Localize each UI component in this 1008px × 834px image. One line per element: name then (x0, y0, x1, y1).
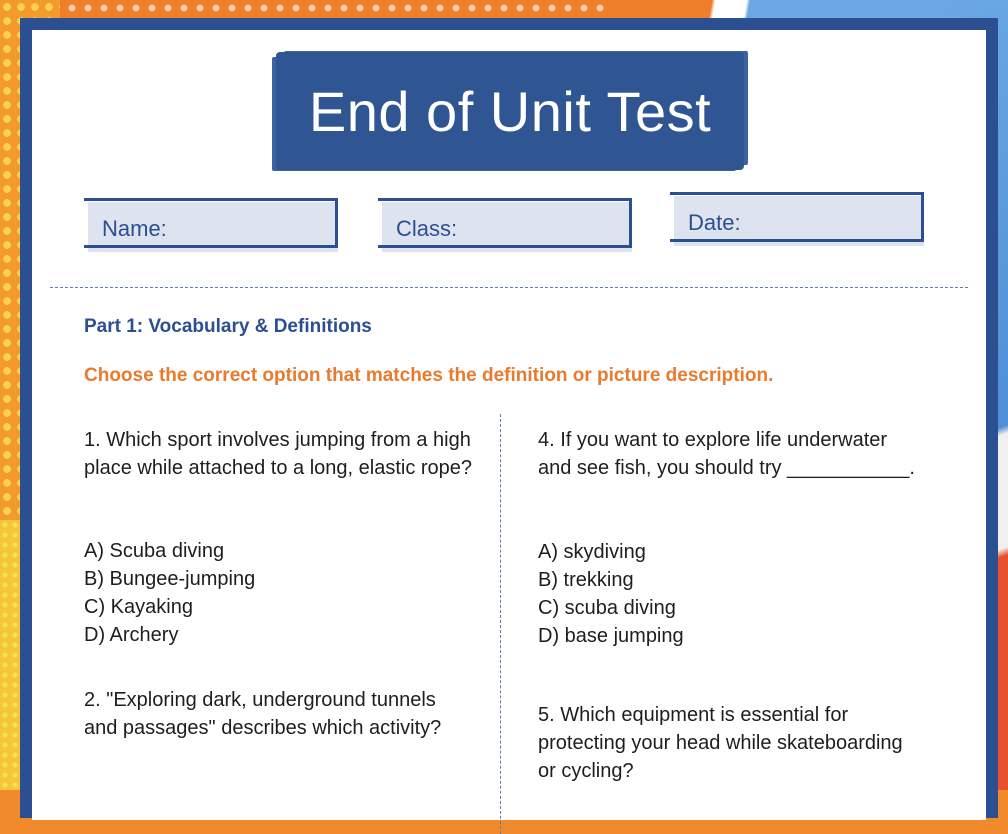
worksheet-paper (32, 30, 986, 820)
question-1: 1. Which sport involves jumping from a high place while attached to a long, elastic rope? (84, 429, 473, 479)
option-4b[interactable]: B) trekking (538, 569, 634, 591)
question-1-options (84, 537, 484, 649)
question-4: 4. If you want to explore life underwater and see fish, you should try ___________. (538, 429, 915, 479)
page-title: End of Unit Test (308, 79, 712, 143)
part-title: Part 1: Vocabulary & Definitions (84, 316, 372, 337)
column-divider (500, 414, 501, 834)
question-4-options (538, 538, 938, 650)
question-5: 5. Which equipment is essential for protecting your head while skateboarding or cycling? (538, 704, 903, 782)
option-4d[interactable]: D) base jumping (538, 625, 684, 647)
worksheet-frame (20, 18, 998, 818)
question-2: 2. "Exploring dark, underground tunnels and passages" describes which activity? (84, 689, 442, 739)
date-field-label: Date: (688, 210, 741, 235)
class-field[interactable] (382, 202, 632, 252)
option-1c[interactable]: C) Kayaking (84, 596, 193, 618)
date-field[interactable] (674, 196, 924, 246)
option-1b[interactable]: B) Bungee-jumping (84, 568, 256, 590)
name-field[interactable] (88, 202, 338, 252)
class-field-label: Class: (396, 216, 458, 241)
option-1a[interactable]: A) Scuba diving (84, 540, 225, 562)
name-field-label: Name: (102, 216, 167, 241)
instruction-text: Choose the correct option that matches the definition or picture description. (84, 365, 774, 386)
section-divider (50, 287, 968, 288)
option-4c[interactable]: C) scuba diving (538, 597, 676, 619)
option-4a[interactable]: A) skydiving (538, 541, 646, 563)
option-1d[interactable]: D) Archery (84, 624, 179, 646)
